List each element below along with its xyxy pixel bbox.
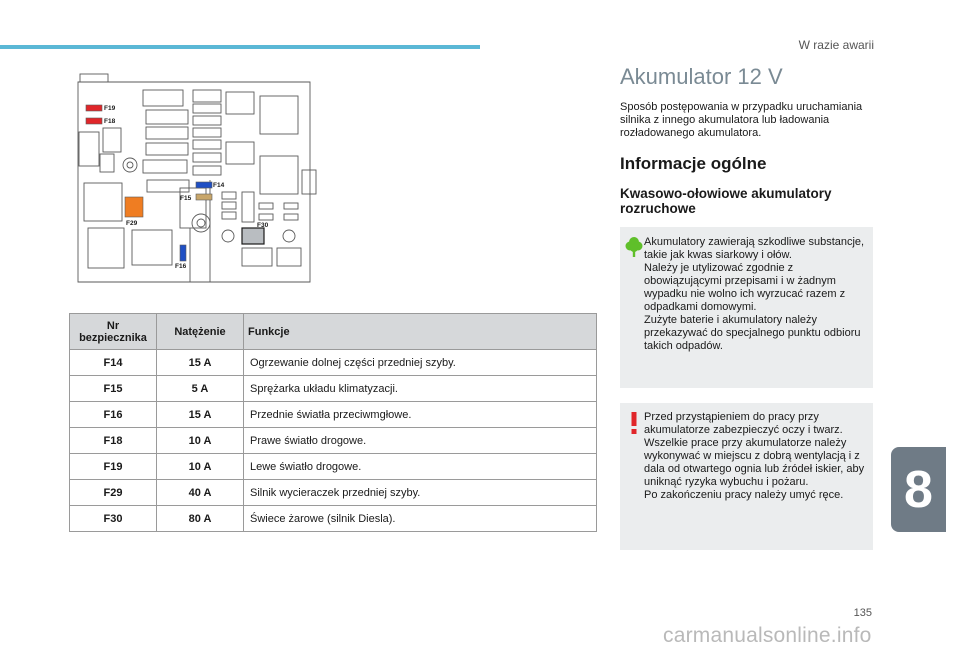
fuse-number: F29 bbox=[70, 480, 157, 506]
label-f19: F19 bbox=[104, 105, 116, 112]
page-number: 135 bbox=[853, 607, 872, 619]
fuse-current: 40 A bbox=[157, 480, 244, 506]
fuse-function: Sprężarka układu klimatyzacji. bbox=[244, 376, 597, 402]
fuse-function: Prawe światło drogowe. bbox=[244, 428, 597, 454]
fuse-f16 bbox=[180, 245, 186, 261]
fuse-f15 bbox=[196, 194, 212, 200]
table-row bbox=[70, 350, 597, 376]
header-bar bbox=[0, 45, 480, 49]
table-row bbox=[70, 480, 597, 506]
table-row bbox=[70, 454, 597, 480]
label-f29: F29 bbox=[126, 220, 138, 227]
fuse-current: 15 A bbox=[157, 402, 244, 428]
fuse-function: Silnik wycieraczek przedniej szyby. bbox=[244, 480, 597, 506]
label-f18: F18 bbox=[104, 118, 116, 125]
table-row bbox=[70, 506, 597, 532]
section-heading: Informacje ogólne bbox=[620, 154, 767, 173]
fuse-function: Świece żarowe (silnik Diesla). bbox=[244, 506, 597, 532]
col-function: Funkcje bbox=[244, 314, 597, 350]
fuse-function: Ogrzewanie dolnej części przedniej szyby. bbox=[244, 350, 597, 376]
label-f14: F14 bbox=[213, 182, 225, 189]
fuse-f29 bbox=[125, 197, 143, 217]
label-f30: F30 bbox=[257, 222, 269, 229]
fuse-box-diagram bbox=[70, 70, 326, 292]
subsection-heading: Kwasowo-ołowiowe akumulatory rozruchowe bbox=[620, 186, 832, 216]
tree-icon bbox=[625, 236, 643, 258]
recycling-note-box bbox=[620, 227, 873, 388]
warning-note-box bbox=[620, 403, 873, 550]
fuse-number: F19 bbox=[70, 454, 157, 480]
fuse-f30 bbox=[242, 228, 264, 244]
col-current: Natężenie bbox=[157, 314, 244, 350]
page-title: Akumulator 12 V bbox=[620, 64, 783, 89]
label-f16: F16 bbox=[175, 263, 187, 270]
fuse-number: F18 bbox=[70, 428, 157, 454]
recycling-note-text: Akumulatory zawierają szkodliwe substancje, takie jak kwas siarkowy i ołów. Należy je utylizować zgodnie z obowiązującymi przepisami i w żadnym wypadku nie wolno ich wyrzucać razem z odpadkami domowymi. Zużyte baterie i akumulatory należy przekazywać do specjalnego punktu odbioru takich odpadów. bbox=[644, 236, 865, 352]
table-row bbox=[70, 402, 597, 428]
warning-note-text: Przed przystąpieniem do pracy przy akumulatorze zabezpieczyć oczy i twarz. Wszelkie prace przy akumulatorze należy wykonywać w miejscu z dobrą wentylacją i z dala od otwartego ognia lub źródeł iskier, aby uniknąć ryzyka wybuchu i pożaru. Po zakończeniu pracy należy umyć ręce. bbox=[644, 411, 865, 501]
label-f15: F15 bbox=[180, 195, 192, 202]
table-row bbox=[70, 428, 597, 454]
fuse-function: Lewe światło drogowe. bbox=[244, 454, 597, 480]
col-fuse-number: Nr bezpiecznika bbox=[70, 314, 157, 350]
table-row bbox=[70, 376, 597, 402]
fuse-number: F14 bbox=[70, 350, 157, 376]
fuse-number: F15 bbox=[70, 376, 157, 402]
fuse-current: 10 A bbox=[157, 454, 244, 480]
fuse-current: 5 A bbox=[157, 376, 244, 402]
fuse-current: 15 A bbox=[157, 350, 244, 376]
fuse-current: 80 A bbox=[157, 506, 244, 532]
watermark: carmanualsonline.info bbox=[663, 624, 872, 647]
fuse-f14 bbox=[196, 182, 212, 188]
table-header-row bbox=[70, 314, 597, 350]
fuse-f19 bbox=[86, 105, 102, 111]
fuse-number: F30 bbox=[70, 506, 157, 532]
fuse-table bbox=[69, 313, 597, 532]
section-title: W razie awarii bbox=[798, 38, 874, 52]
fuse-current: 10 A bbox=[157, 428, 244, 454]
exclamation-icon bbox=[627, 411, 641, 435]
fuse-f18 bbox=[86, 118, 102, 124]
fuse-number: F16 bbox=[70, 402, 157, 428]
intro-text: Sposób postępowania w przypadku uruchamiania silnika z innego akumulatora lub ładowania rozładowanego akumulatora. bbox=[620, 101, 863, 139]
chapter-tab: 8 bbox=[891, 447, 946, 532]
fuse-function: Przednie światła przeciwmgłowe. bbox=[244, 402, 597, 428]
